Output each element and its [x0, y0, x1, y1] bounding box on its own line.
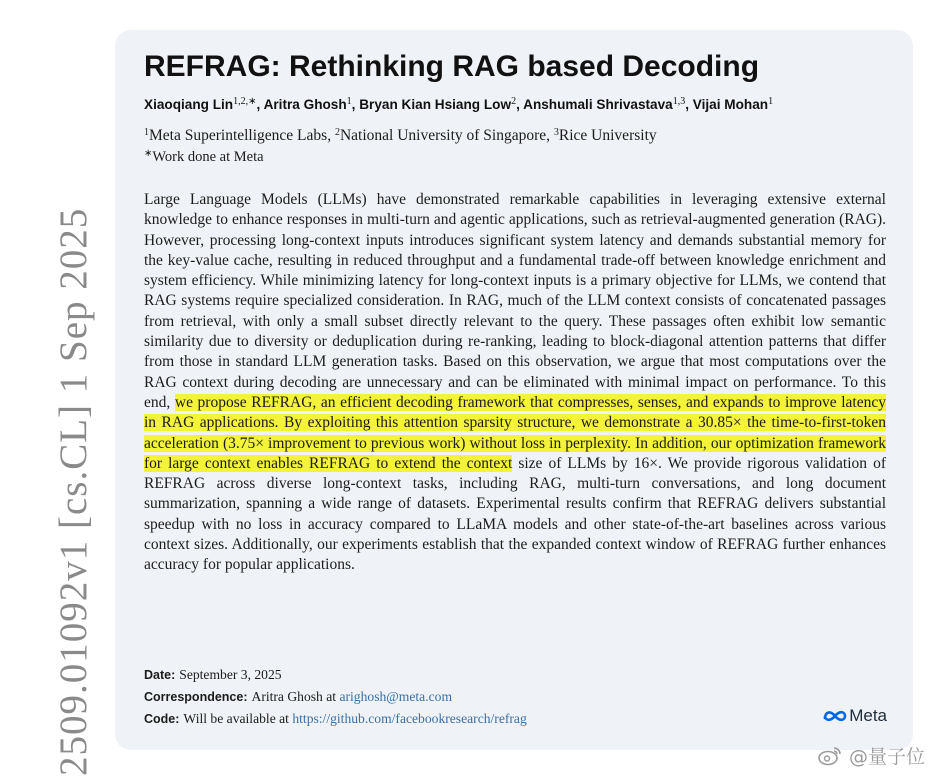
abstract-text: Large Language Models (LLMs) have demonstrated remarkable capabilities in leveraging extensive external knowledge to enhance responses in multi-turn and agentic applications, such as retrieval-augmented generation (RAG). However, processing long-context inputs introduces significant system latency and demands substantial memory for the key-value cache, resulting in reduced throughput and a fundamental trade-off between knowledge enrichment and system efficiency. While minimizing latency for long-context inputs is a primary objective for LLMs, we contend that RAG systems require specialized consideration. In RAG, much of the LLM context consists of concatenated passages from retrieval, with only a small subset directly relevant to the query. These passages often exhibit low semantic similarity due to diversity or deduplication during re-ranking, leading to block-diagonal attention patterns that differ from those in standard LLM generation tasks. Based on this observation, we argue that most computations over the RAG context during decoding are unnecessary and can be eliminated with minimal impact on performance. To this end,	[144, 191, 886, 411]
watermark-text: @量子位	[848, 746, 925, 768]
code-text: Will be available at	[183, 711, 293, 726]
author-name: Bryan Kian Hsiang Low	[359, 97, 512, 112]
author-name: Aritra Ghosh	[263, 97, 347, 112]
author-name: Xiaoqiang Lin	[144, 97, 234, 112]
arxiv-identifier: 2509.01092v1 [cs.CL] 1 Sep 2025	[52, 207, 95, 776]
affiliations: $^1$Meta Superintelligence Labs, $^2$National University of Singapore, $^3$Rice University	[144, 127, 657, 144]
abstract-text-end: size of LLMs by 16×. We provide rigorous validation of REFRAG across diverse long-context tasks, including RAG, multi-turn conversations, and long document summarization, spanning a wide range of datasets. Experimental results confirm that REFRAG delivers substantial speedup with no loss in accuracy compared to LLaMA models and other state-of-the-art baselines across various context sizes. Additionally, our experiments establish that the expanded context window of REFRAG further enhances accuracy for popular applications.	[144, 454, 886, 574]
weibo-icon	[817, 745, 843, 767]
abstract	[144, 190, 886, 576]
author-list: Xiaoqiang Lin$^{1,2,∗}$, Aritra Ghosh$^1$, Bryan Kian Hsiang Low$^2$, Anshumali Shrivastava$^{1,3}$, Vijai Mohan$^1$	[144, 96, 774, 112]
note-text: Work done at Meta	[152, 149, 264, 165]
author-sup: 2	[511, 96, 517, 107]
footnote	[144, 149, 264, 166]
affil-sup: 2	[334, 127, 340, 138]
note-sup: ∗	[144, 148, 153, 159]
abstract-highlight: we propose REFRAG, an efficient decoding framework that compresses, senses, and expands to improve latency in RAG applications. By exploiting this attention sparsity structure, we demonstrate a 30.85× the time-to-first-token acceleration (3.75× improvement to previous work) without loss in perplexity. In addition, our optimization framework for large context enables REFRAG to extend the context	[144, 393, 886, 472]
affil-sup: 3	[553, 127, 559, 138]
code-label: Code:	[144, 712, 180, 726]
correspondence-row	[144, 686, 527, 708]
email-link[interactable]: arighosh@meta.com	[339, 689, 453, 704]
date-value: September 3, 2025	[179, 667, 282, 682]
author-sup: 1,3	[672, 96, 686, 107]
author-sup: 1,2,∗	[233, 96, 257, 107]
affiliation: National University of Singapore	[339, 127, 547, 144]
paper-card	[115, 30, 913, 750]
date-row	[144, 664, 527, 686]
correspondence-label: Correspondence:	[144, 690, 248, 704]
affiliation: Meta Superintelligence Labs	[149, 127, 328, 144]
date-label: Date:	[144, 668, 176, 682]
affiliation: Rice University	[558, 127, 657, 144]
author-name: Anshumali Shrivastava	[523, 97, 673, 112]
watermark	[817, 742, 925, 769]
author-sup: 1	[768, 96, 774, 107]
code-url-link[interactable]: https://github.com/facebookresearch/refrag	[292, 711, 527, 726]
meta-logo	[823, 706, 887, 726]
correspondence-text: Aritra Ghosh at	[251, 689, 340, 704]
affil-sup: 1	[144, 127, 149, 138]
code-row	[144, 708, 527, 730]
author-name: Vijai Mohan	[692, 97, 769, 112]
meta-logo-text: Meta	[849, 706, 887, 725]
paper-metadata	[144, 664, 527, 730]
paper-title: REFRAG: Rethinking RAG based Decoding	[144, 50, 760, 83]
author-sup: 1	[346, 96, 352, 107]
meta-infinity-icon	[823, 709, 847, 723]
